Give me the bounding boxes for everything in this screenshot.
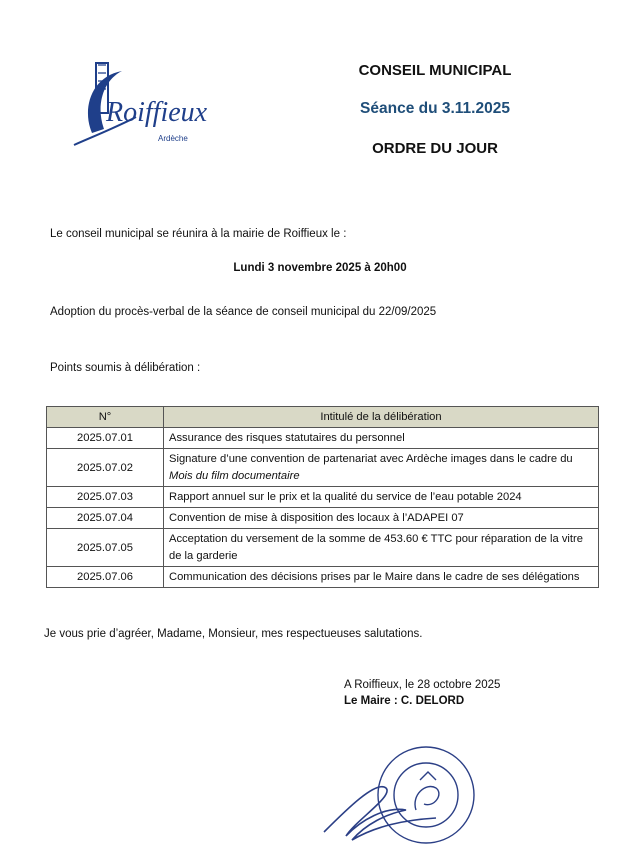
intro-text: Le conseil municipal se réunira à la mairie de Roiffieux le : <box>50 228 347 240</box>
row-title: Communication des décisions prises par le Maire dans le cadre de ses délégations <box>164 566 599 587</box>
row-title: Acceptation du versement de la somme de 453.60 € TTC pour réparation de la vitre de la garderie <box>164 529 599 566</box>
row-number: 2025.07.01 <box>47 428 164 449</box>
mayor-name: Le Maire : C. DELORD <box>344 695 465 707</box>
document-title: CONSEIL MUNICIPAL <box>358 62 512 79</box>
row-number: 2025.07.03 <box>47 486 164 507</box>
logo-region: Ardèche <box>158 134 188 143</box>
official-stamp <box>316 740 491 850</box>
agenda-title: ORDRE DU JOUR <box>372 140 498 157</box>
row-title: Assurance des risques statutaires du personnel <box>164 428 599 449</box>
row-title-italic: Mois du film documentaire <box>169 469 300 482</box>
column-header-number: N° <box>47 407 164 428</box>
table-row <box>47 566 599 587</box>
session-date: Séance du 3.11.2025 <box>360 100 510 117</box>
meeting-date: Lundi 3 novembre 2025 à 20h00 <box>233 262 407 274</box>
row-number: 2025.07.02 <box>47 449 164 486</box>
table-row <box>47 508 599 529</box>
row-number: 2025.07.05 <box>47 529 164 566</box>
table-header-row <box>47 407 599 428</box>
row-title: Rapport annuel sur le prix et la qualité du service de l’eau potable 2024 <box>164 486 599 507</box>
row-title <box>164 449 599 486</box>
place-date: A Roiffieux, le 28 octobre 2025 <box>344 679 501 691</box>
row-number: 2025.07.04 <box>47 508 164 529</box>
deliberations-table <box>46 406 599 588</box>
table-row <box>47 486 599 507</box>
table-row <box>47 449 599 486</box>
adoption-text: Adoption du procès-verbal de la séance de conseil municipal du 22/09/2025 <box>50 306 437 318</box>
closing-text: Je vous prie d’agréer, Madame, Monsieur, mes respectueuses salutations. <box>44 628 423 640</box>
table-row <box>47 428 599 449</box>
row-number: 2025.07.06 <box>47 566 164 587</box>
row-title-text: Signature d’une convention de partenariat avec Ardèche images dans le cadre du <box>169 453 573 466</box>
points-label: Points soumis à délibération : <box>50 362 201 374</box>
logo-wordmark: Roiffieux <box>106 97 208 128</box>
roiffieux-logo <box>62 55 212 155</box>
column-header-title: Intitulé de la délibération <box>164 407 599 428</box>
table-row <box>47 529 599 566</box>
row-title: Convention de mise à disposition des locaux à l’ADAPEI 07 <box>164 508 599 529</box>
